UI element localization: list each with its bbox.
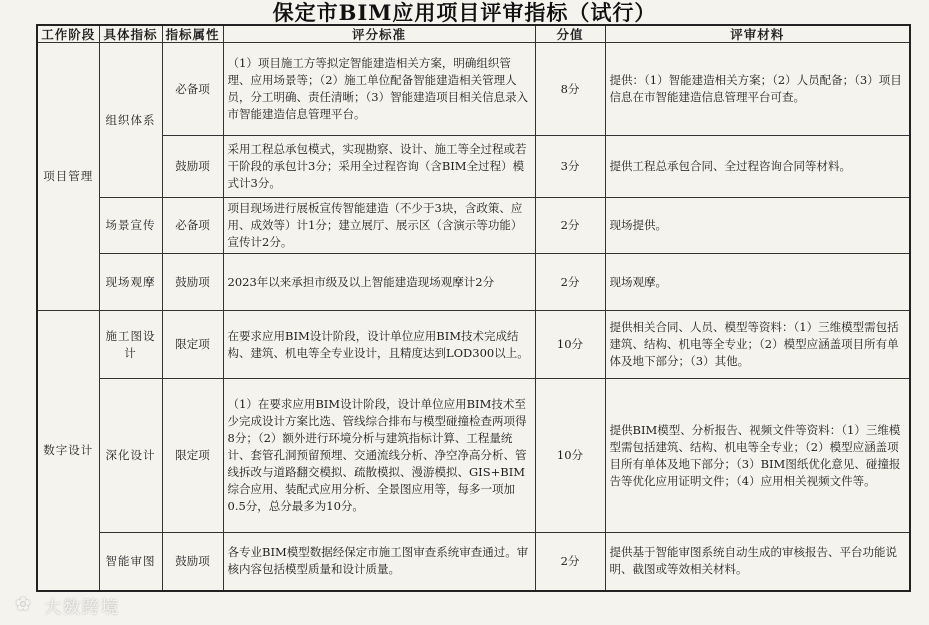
logo-icon: ✿	[15, 594, 33, 615]
page-title: 保定市BIM应用项目评审指标（试行）	[272, 0, 657, 25]
stage-cell: 项目管理	[37, 43, 99, 311]
attribute-cell: 鼓励项	[162, 136, 223, 198]
table-row	[37, 379, 910, 533]
table-row	[37, 533, 910, 591]
indicator-cell: 施工图设计	[99, 311, 162, 379]
materials-cell: 提供BIM模型、分析报告、视频文件等资料：（1）三维模型需包括建筑、结构、机电等全专业；（2）模型应涵盖项目所有单体及地下部分；（3）BIM图纸优化意见、碰撞报告等优化应用证明文件；（4）应用相关视频文件等。	[605, 379, 910, 533]
materials-cell: 提供工程总承包合同、全过程咨询合同等材料。	[605, 136, 910, 198]
table-row	[37, 311, 910, 379]
materials-cell: 现场提供。	[605, 198, 910, 254]
indicator-cell: 智能审图	[99, 533, 162, 591]
score-cell: 2分	[535, 533, 605, 591]
score-cell: 10分	[535, 379, 605, 533]
criteria-cell: （1）在要求应用BIM设计阶段，设计单位应用BIM技术至少完成设计方案比选、管线综合排布与模型碰撞检查两项得8分；（2）额外进行环境分析与建筑指标计算、工程量统计、套管孔洞预留预埋、交通流线分析、净空净高分析、管线拆改与道路翻交模拟、疏散模拟、漫游模拟、GIS+BIM综合应用、装配式应用分析、全景图应用等，每多一项加0.5分，总分最多为10分。	[223, 379, 535, 533]
indicator-cell: 场景宣传	[99, 198, 162, 254]
table-row	[37, 43, 910, 136]
criteria-cell: 在要求应用BIM设计阶段，设计单位应用BIM技术完成结构、建筑、机电等全专业设计，且精度达到LOD300以上。	[223, 311, 535, 379]
criteria-cell: 2023年以来承担市级及以上智能建造现场观摩计2分	[223, 254, 535, 311]
header-materials: 评审材料	[605, 25, 910, 43]
criteria-table	[36, 24, 911, 592]
table-row	[37, 198, 910, 254]
watermark-text: 大数跨境	[44, 597, 120, 618]
materials-cell: 提供：（1）智能建造相关方案；（2）人员配备；（3）项目信息在市智能建造信息管理平台可查。	[605, 43, 910, 136]
materials-cell: 现场观摩。	[605, 254, 910, 311]
stage-cell: 数字设计	[37, 311, 99, 591]
attribute-cell: 必备项	[162, 43, 223, 136]
header-criteria: 评分标准	[223, 25, 535, 43]
criteria-cell: 采用工程总承包模式，实现勘察、设计、施工等全过程或若干阶段的承包计3分；采用全过程咨询（含BIM全过程）模式计3分。	[223, 136, 535, 198]
criteria-cell: （1）项目施工方等拟定智能建造相关方案，明确组织管理、应用场景等；（2）施工单位配备智能建造相关管理人员，分工明确、责任清晰；（3）智能建造项目相关信息录入市智能建造信息管理平台。	[223, 43, 535, 136]
attribute-cell: 限定项	[162, 311, 223, 379]
score-cell: 10分	[535, 311, 605, 379]
score-cell: 8分	[535, 43, 605, 136]
header-stage: 工作阶段	[37, 25, 99, 43]
criteria-cell: 各专业BIM模型数据经保定市施工图审查系统审查通过。审核内容包括模型质量和设计质量。	[223, 533, 535, 591]
indicator-cell: 组织体系	[99, 43, 162, 198]
materials-cell: 提供相关合同、人员、模型等资料：（1）三维模型需包括建筑、结构、机电等全专业；（2）模型应涵盖项目所有单体及地下部分；（3）其他。	[605, 311, 910, 379]
indicator-cell: 现场观摩	[99, 254, 162, 311]
table-row	[37, 254, 910, 311]
indicator-cell: 深化设计	[99, 379, 162, 533]
materials-cell: 提供基于智能审图系统自动生成的审核报告、平台功能说明、截图或等效相关材料。	[605, 533, 910, 591]
attribute-cell: 鼓励项	[162, 533, 223, 591]
score-cell: 3分	[535, 136, 605, 198]
header-indicator: 具体指标	[99, 25, 162, 43]
header-attribute: 指标属性	[162, 25, 223, 43]
attribute-cell: 鼓励项	[162, 254, 223, 311]
score-cell: 2分	[535, 198, 605, 254]
score-cell: 2分	[535, 254, 605, 311]
table-row	[37, 136, 910, 198]
attribute-cell: 必备项	[162, 198, 223, 254]
attribute-cell: 限定项	[162, 379, 223, 533]
watermark	[10, 590, 120, 620]
header-score: 分值	[535, 25, 605, 43]
header-row	[37, 25, 910, 43]
criteria-cell: 项目现场进行展板宣传智能建造（不少于3块，含政策、应用、成效等）计1分；建立展厅、展示区（含演示等功能）宣传计2分。	[223, 198, 535, 254]
